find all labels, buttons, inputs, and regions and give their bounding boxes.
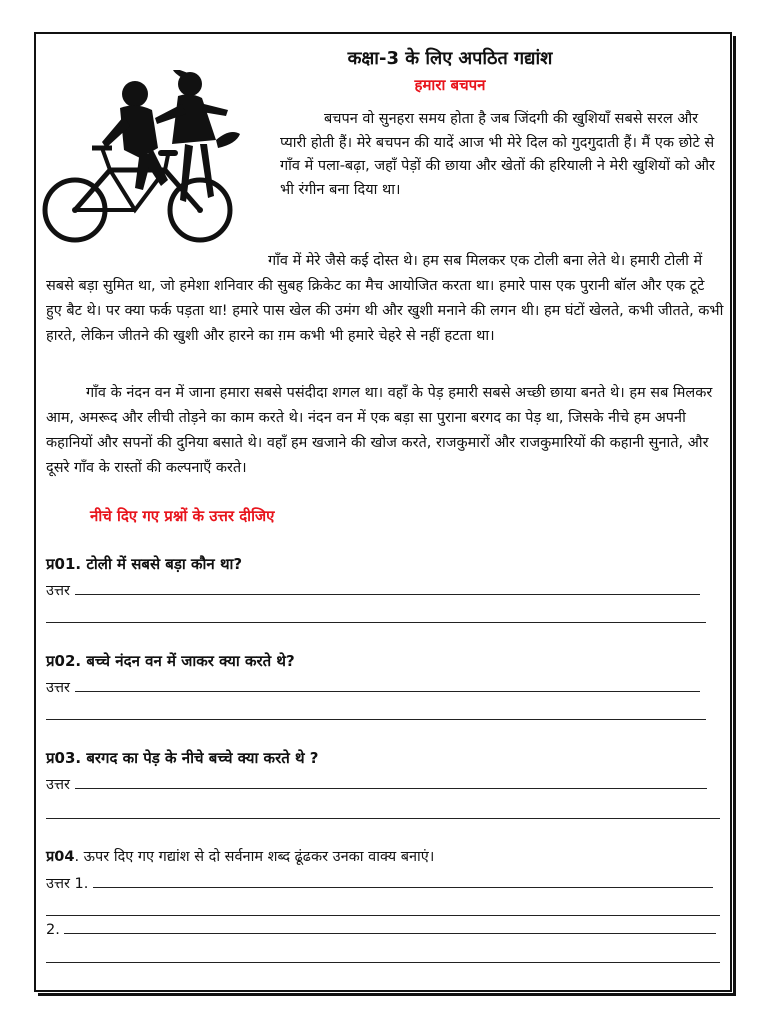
question-4-text: . ऊपर दिए गए गद्यांश से दो सर्वनाम शब्द ढूंढकर उनका वाक्य बनाएं। — [74, 849, 435, 865]
questions-instruction: नीचे दिए गए प्रश्नों के उत्तर दीजिए — [90, 507, 275, 525]
children-bicycle-silhouette — [40, 70, 250, 245]
answer-line-2b[interactable] — [46, 719, 706, 720]
answer-label: उत्तर — [46, 680, 70, 696]
answer-label: उत्तर — [46, 583, 70, 599]
answer-rule — [93, 887, 713, 888]
answer-line-4-1b[interactable] — [46, 915, 720, 916]
answer-line-3b[interactable] — [46, 818, 720, 819]
answer-line-4-2[interactable] — [46, 922, 716, 938]
answer-line-2[interactable] — [46, 677, 700, 697]
answer-line-1b[interactable] — [46, 622, 706, 623]
answer-1-label: उत्तर 1. — [46, 876, 89, 892]
passage-paragraph-2: गाँव में मेरे जैसे कई दोस्त थे। हम सब मिलकर एक टोली बना लेते थे। हमारी टोली में सबसे बड़ा सुमित था, जो हमेशा शनिवार की सुबह क्रिकेट का मैच आयोजित करता था। हमारे पास एक पुरानी बॉल और एक टूटे हुए बैट थे। पर क्या फर्क पड़ता था! हमारे पास खेल की उमंग थी और खुशी मनाने की लगन थी। हम घंटों खेलते, कभी जीतते, कभी हारते, लेकिन जीतने की खुशी और हारने का ग़म कभी भी हमारे चेहरे से नहीं हटता था। — [46, 253, 724, 344]
passage-paragraph-1: बचपन वो सुनहरा समय होता है जब जिंदगी की खुशियाँ सबसे सरल और प्यारी होती हैं। मेरे बचपन की यादें आज भी मेरे दिल को गुदगुदाती हैं। मैं एक छोटे से गाँव में पला-बढ़ा, जहाँ पेड़ों की छाया और खेतों की हरियाली ने मेरी खुशियों को और भी रंगीन बना दिया था। — [280, 111, 715, 198]
question-4 — [46, 846, 434, 866]
passage-paragraph-3: गाँव के नंदन वन में जाना हमारा सबसे पसंदीदा शगल था। वहाँ के पेड़ हमारी सबसे अच्छी छाया बनते थे। हम सब मिलकर आम, अमरूद और लीची तोड़ने का काम करते थे। नंदन वन में एक बड़ा सा पुराना बरगद का पेड़ था, जिसके नीचे हम अपनी कहानियों और सपनों की दुनिया बसाते थे। वहाँ हम खजाने की खोज करते, राजकुमारों और राजकुमारियों की कहानी सुनाते, और दूसरे गाँव के रास्तों की कल्पनाएँ करते। — [46, 385, 713, 476]
question-3: प्र03. बरगद का पेड़ के नीचे बच्चे क्या करते थे ? — [46, 749, 319, 767]
answer-label: उत्तर — [46, 777, 70, 793]
answer-line-4-2b[interactable] — [46, 962, 720, 963]
answer-rule — [75, 691, 700, 692]
answer-rule — [75, 788, 707, 789]
question-2: प्र02. बच्चे नंदन वन में जाकर क्या करते थे? — [46, 652, 295, 670]
question-1: प्र01. टोली में सबसे बड़ा कौन था? — [46, 555, 243, 573]
answer-line-4-1[interactable] — [46, 873, 713, 893]
passage-title: हमारा बचपन — [414, 76, 486, 94]
answer-rule — [75, 594, 700, 595]
question-4-number: प्र04 — [46, 849, 75, 865]
answer-line-1[interactable] — [46, 580, 700, 600]
answer-2-label: 2. — [46, 922, 60, 938]
answer-rule — [64, 933, 716, 934]
worksheet-title: कक्षा-3 के लिए अपठित गद्यांश — [347, 48, 553, 69]
answer-line-3[interactable] — [46, 774, 707, 794]
